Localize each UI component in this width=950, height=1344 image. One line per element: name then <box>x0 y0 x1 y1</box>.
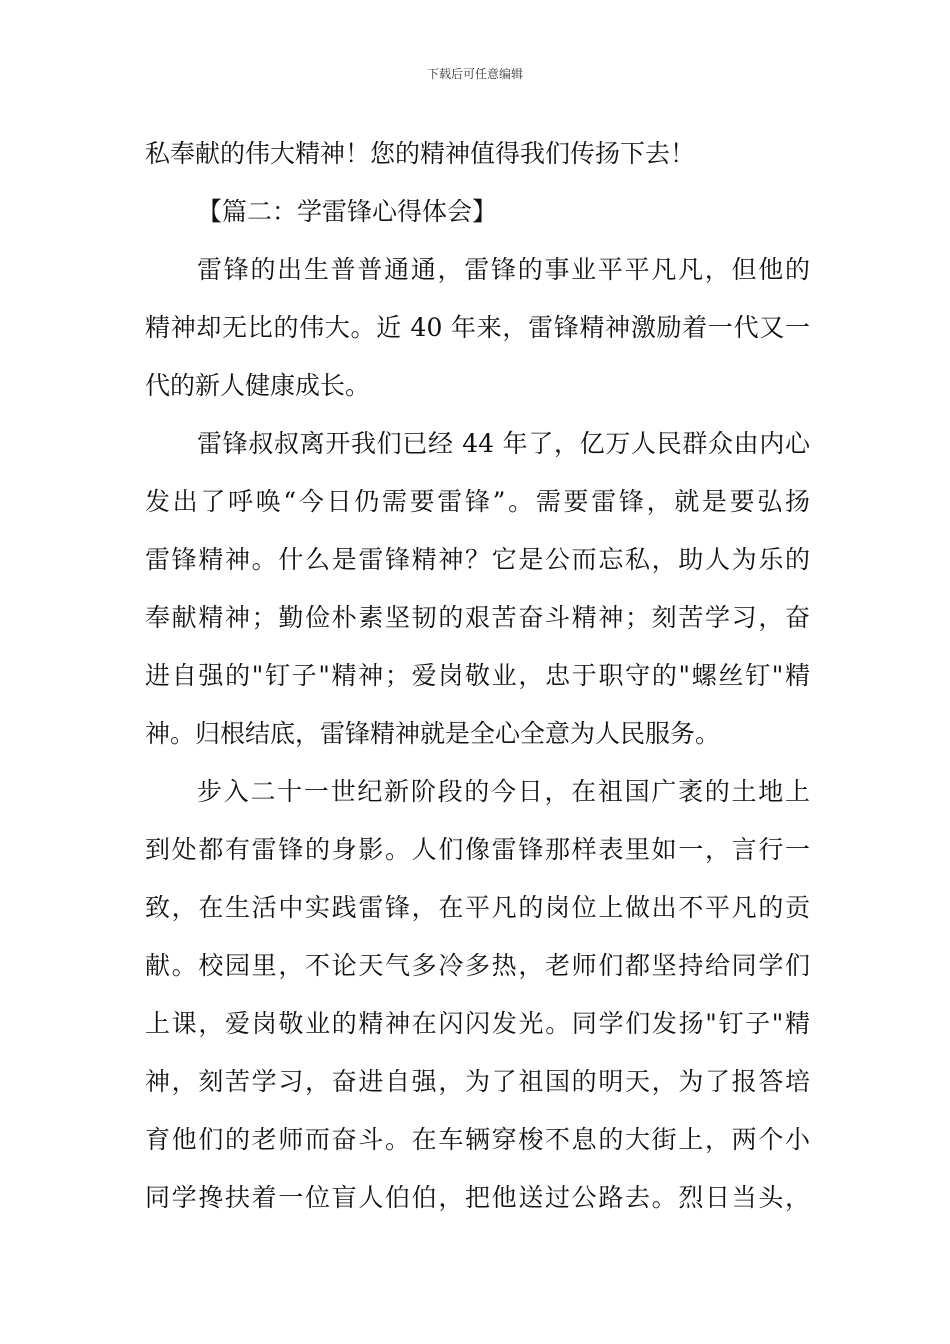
text-line-1: 私奉献的伟大精神！您的精神值得我们传扬下去！ <box>145 139 696 168</box>
text-line-9: 奉献精神；勤俭朴素坚韧的艰苦奋斗精神；刻苦学习，奋 <box>145 603 810 632</box>
text-line-12: 步入二十一世纪新阶段的今日，在祖国广袤的土地上 <box>197 777 810 806</box>
text-line-13: 到处都有雷锋的身影。人们像雷锋那样表里如一，言行一 <box>145 835 810 864</box>
text-line-19: 同学搀扶着一位盲人伯伯，把他送过公路去。烈日当头， <box>145 1183 810 1212</box>
text-line-6: 雷锋叔叔离开我们已经 44 年了，亿万人民群众由内心 <box>197 429 810 458</box>
text-line-7: 发出了呼唤“今日仍需要雷锋”。需要雷锋，就是要弘扬 <box>145 487 810 516</box>
text-line-18: 育他们的老师而奋斗。在车辆穿梭不息的大街上，两个小 <box>145 1125 810 1154</box>
text-line-11: 神。归根结底，雷锋精神就是全心全意为人民服务。 <box>145 719 721 748</box>
text-line-8: 雷锋精神。什么是雷锋精神？它是公而忘私，助人为乐的 <box>145 545 810 574</box>
text-line-15: 献。校园里，不论天气多冷多热，老师们都坚持给同学们 <box>145 951 810 980</box>
text-line-10: 进自强的"钉子"精神；爱岗敬业，忠于职守的"螺丝钉"精 <box>145 661 810 690</box>
text-line-14: 致，在生活中实践雷锋，在平凡的岗位上做出不平凡的贡 <box>145 893 810 922</box>
text-line-3: 雷锋的出生普普通通，雷锋的事业平平凡凡，但他的 <box>197 255 810 284</box>
text-line-5: 代的新人健康成长。 <box>145 371 371 400</box>
text-line-17: 神，刻苦学习，奋进自强，为了祖国的明天，为了报答培 <box>145 1067 810 1096</box>
text-line-16: 上课，爱岗敬业的精神在闪闪发光。同学们发扬"钉子"精 <box>145 1009 810 1038</box>
page-header-note: 下载后可任意编辑 <box>426 67 523 81</box>
text-line-4: 精神却无比的伟大。近 40 年来，雷锋精神激励着一代又一 <box>145 313 810 342</box>
section-heading: 【篇二：学雷锋心得体会】 <box>197 197 498 226</box>
document-body <box>145 125 810 1227</box>
